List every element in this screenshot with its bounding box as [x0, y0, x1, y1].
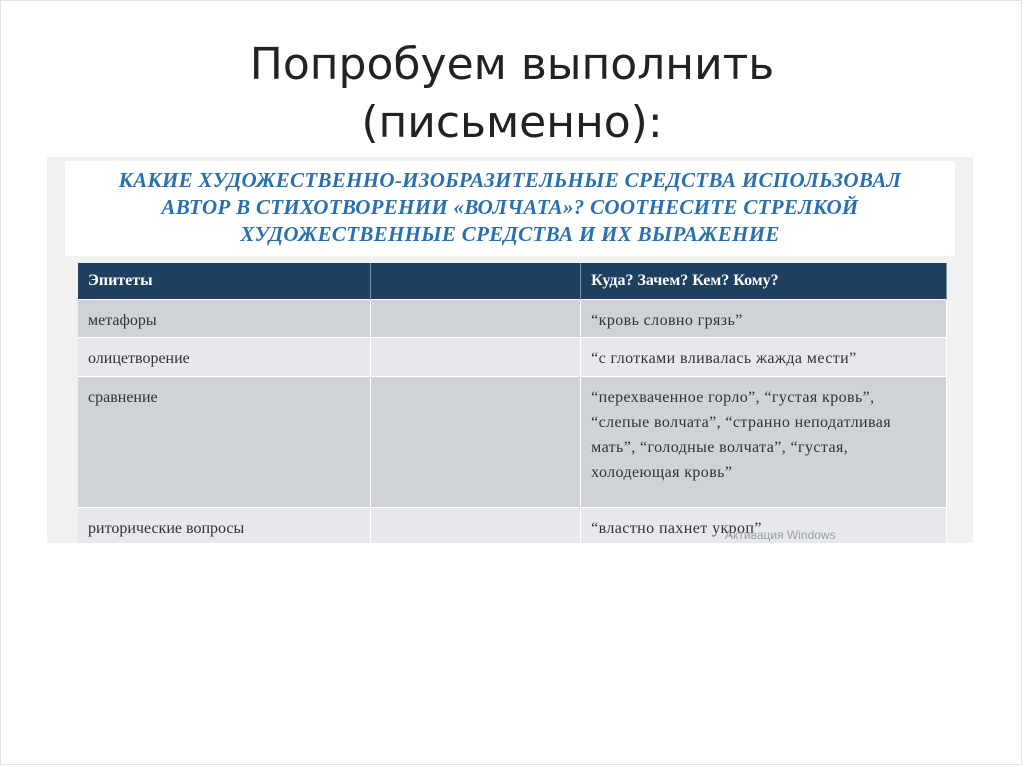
- means-table: [78, 263, 947, 543]
- slide-title-line-2: (письменно):: [361, 97, 663, 148]
- slide-title: [0, 36, 1024, 152]
- table-cell: “перехваченное горло”, “густая кровь”, “слепые волчата”, “странно неподатливая мать”, “голодные волчата”, “густая, холодеющая кровь”: [581, 377, 947, 508]
- header-cell-1: Эпитеты: [78, 263, 371, 300]
- task-question-line-2: АВТОР В СТИХОТВОРЕНИИ «ВОЛЧАТА»? СООТНЕСИТЕ СТРЕЛКОЙ: [161, 195, 859, 219]
- table-cell: [371, 508, 581, 544]
- table-cell: “властно пахнет укроп”: [581, 508, 947, 544]
- header-cell-3: Куда? Зачем? Кем? Кому?: [581, 263, 947, 300]
- task-question-line-1: КАКИЕ ХУДОЖЕСТВЕННО-ИЗОБРАЗИТЕЛЬНЫЕ СРЕДСТВА ИСПОЛЬЗОВАЛ: [118, 168, 902, 192]
- table-cell: [371, 377, 581, 508]
- table-cell: олицетворение: [78, 338, 371, 377]
- table-cell: “кровь словно грязь”: [581, 300, 947, 338]
- table-cell: “с глотками вливалась жажда мести”: [581, 338, 947, 377]
- windows-activation-watermark: Активация Windows: [725, 528, 836, 542]
- table-row: [78, 300, 947, 338]
- table-cell: [371, 300, 581, 338]
- table-row: [78, 338, 947, 377]
- table-cell: риторические вопросы: [78, 508, 371, 544]
- task-question: [65, 167, 955, 248]
- table-header-row: [78, 263, 947, 300]
- table-cell: сравнение: [78, 377, 371, 508]
- task-question-line-3: ХУДОЖЕСТВЕННЫЕ СРЕДСТВА И ИХ ВЫРАЖЕНИЕ: [240, 222, 780, 246]
- slide-title-line-1: Попробуем выполнить: [249, 39, 775, 90]
- table-cell: метафоры: [78, 300, 371, 338]
- table-cell: [371, 338, 581, 377]
- task-banner: [65, 161, 955, 256]
- header-cell-2: [371, 263, 581, 300]
- table-row: [78, 377, 947, 508]
- task-image: [47, 157, 973, 543]
